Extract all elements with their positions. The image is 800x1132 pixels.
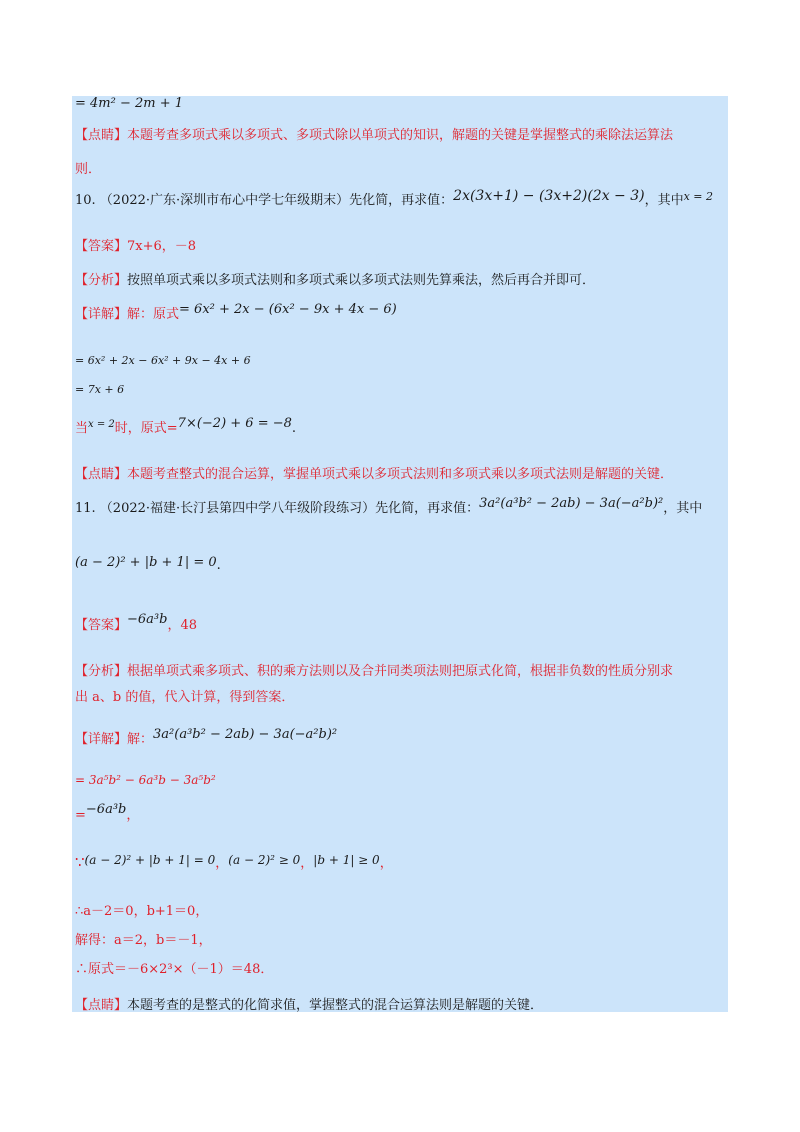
comment-text-cont: 则．: [75, 162, 102, 177]
q10-comment-line: [75, 466, 673, 484]
q11-solve-line: [75, 932, 212, 950]
q11-result-line: [75, 961, 273, 979]
q10-analysis: 按照单项式乘以多项式法则和多项式乘以多项式法则先算乘法，然后再合并即可．: [127, 273, 596, 288]
q11-detail-lead: 解：: [127, 732, 154, 747]
q11-detail-expr: 3a²(a³b² − 2ab) − 3a(−a²b)²: [153, 727, 338, 742]
q10-condition: x = 2: [683, 190, 714, 203]
q10-step-1-expr: = 6x² + 2x − 6x² + 9x − 4x + 6: [75, 354, 251, 367]
q11-therefore-1: ∴a－2＝0，b+1＝0，: [75, 904, 209, 919]
q10-source: 10. （2022·广东·深圳市布心中学七年级期末）先化简，再求值：: [75, 193, 454, 208]
detail-tag: 【详解】: [75, 307, 128, 322]
content-panel: [72, 96, 728, 1012]
q11-result: ∴原式＝－6×2³×（－1）＝48．: [75, 962, 274, 977]
q11-comma-3: ，: [379, 856, 393, 871]
q10-step-2-expr: = 7x + 6: [75, 383, 125, 396]
q11-where: ，其中: [663, 501, 703, 516]
q10-when-x: x = 2: [88, 419, 115, 430]
q11-answer-rest: ，48: [167, 618, 198, 633]
q10-when: 当: [75, 421, 89, 436]
q11-detail-line: [75, 727, 338, 749]
answer-tag: 【答案】: [75, 239, 128, 254]
q11-analysis-2: 出 a、b 的值，代入计算，得到答案．: [75, 690, 295, 705]
q11-analysis-line: [75, 663, 673, 681]
q10-answer: 7x+6，－8: [127, 239, 197, 254]
q11-comment-line: [75, 997, 543, 1015]
q11-step-1: [75, 771, 216, 790]
q11-comma-1: ，: [215, 856, 229, 871]
q10-detail-lead: 解：原式: [127, 307, 180, 322]
q10-evaluate-line: [75, 416, 297, 439]
q11-since-2: (a − 2)² ≥ 0: [228, 853, 301, 867]
q11-solve: 解得：a＝2，b＝－1，: [75, 933, 212, 948]
q11-analysis-cont: [75, 689, 294, 707]
q10-when-mid: 时，原式=: [114, 421, 178, 436]
answer-tag: 【答案】: [75, 618, 128, 633]
q11-analysis: 根据单项式乘多项式、积的乘方法则以及合并同类项法则把原式化简，根据非负数的性质分别求: [127, 664, 674, 679]
q11-step-1-expr: = 3a⁵b² − 6a³b − 3a⁵b²: [75, 773, 216, 787]
q11-expression: 3a²(a³b² − 2ab) − 3a(−a²b)²: [479, 496, 664, 511]
q11-condition-end: .: [216, 558, 221, 573]
q11-comma-2: ，: [300, 856, 314, 871]
q10-step-2: [75, 381, 124, 399]
q11-step-2-end: ，: [126, 808, 140, 823]
q10-when-end: .: [291, 421, 297, 436]
prev-comment-line: [75, 127, 673, 145]
prev-comment-cont: [75, 161, 101, 179]
q10-step-1: [75, 352, 251, 370]
q11-since-line: [75, 853, 393, 873]
q11-condition-line: [75, 557, 221, 575]
q11-since-1: (a − 2)² + |b + 1| = 0: [84, 853, 216, 867]
q11-stem: [75, 496, 703, 518]
q11-answer-line: [75, 612, 198, 635]
prev-result-line: [75, 95, 183, 113]
q11-step-2-expr: −6a³b: [85, 802, 127, 817]
comment-tag: 【点睛】: [75, 998, 128, 1013]
analysis-tag: 【分析】: [75, 273, 128, 288]
prev-result-expr: = 4m² − 2m + 1: [75, 96, 184, 111]
detail-tag: 【详解】: [75, 732, 128, 747]
q10-analysis-line: [75, 272, 595, 290]
q11-source: 11. （2022·福建·长汀县第四中学八年级阶段练习）先化简，再求值：: [75, 501, 480, 516]
q10-when-expr: 7×(−2) + 6 = −8: [177, 416, 292, 431]
q11-step-2: [75, 802, 140, 825]
comment-tag: 【点睛】: [75, 467, 128, 482]
q10-answer-line: [75, 238, 196, 256]
q11-since-3: |b + 1| ≥ 0: [313, 853, 380, 867]
q10-comment: 本题考查整式的混合运算，掌握单项式乘以多项式法则和多项式乘以多项式法则是解题的关键．: [127, 467, 674, 482]
q11-therefore-line: [75, 903, 208, 921]
q11-comment: 本题考查的是整式的化简求值，掌握整式的混合运算法则是解题的关键．: [127, 998, 544, 1013]
q10-where: ，其中: [644, 193, 684, 208]
analysis-tag: 【分析】: [75, 664, 128, 679]
comment-tag: 【点睛】: [75, 128, 128, 143]
therefore-symbol: ∵: [75, 853, 85, 871]
q10-stem: [75, 188, 714, 210]
q10-expression: 2x(3x+1) − (3x+2)(2x − 3): [453, 188, 645, 204]
q11-condition: (a − 2)² + |b + 1| = 0: [75, 555, 217, 570]
q11-answer-expr: −6a³b: [127, 612, 168, 627]
q10-detail-line: [75, 302, 397, 324]
q11-step-2-eq: =: [75, 808, 86, 823]
comment-text: 本题考查多项式乘以多项式、多项式除以单项式的知识，解题的关键是掌握整式的乘除法运算法: [127, 128, 674, 143]
q10-detail-expr: = 6x² + 2x − (6x² − 9x + 4x − 6): [179, 302, 397, 317]
